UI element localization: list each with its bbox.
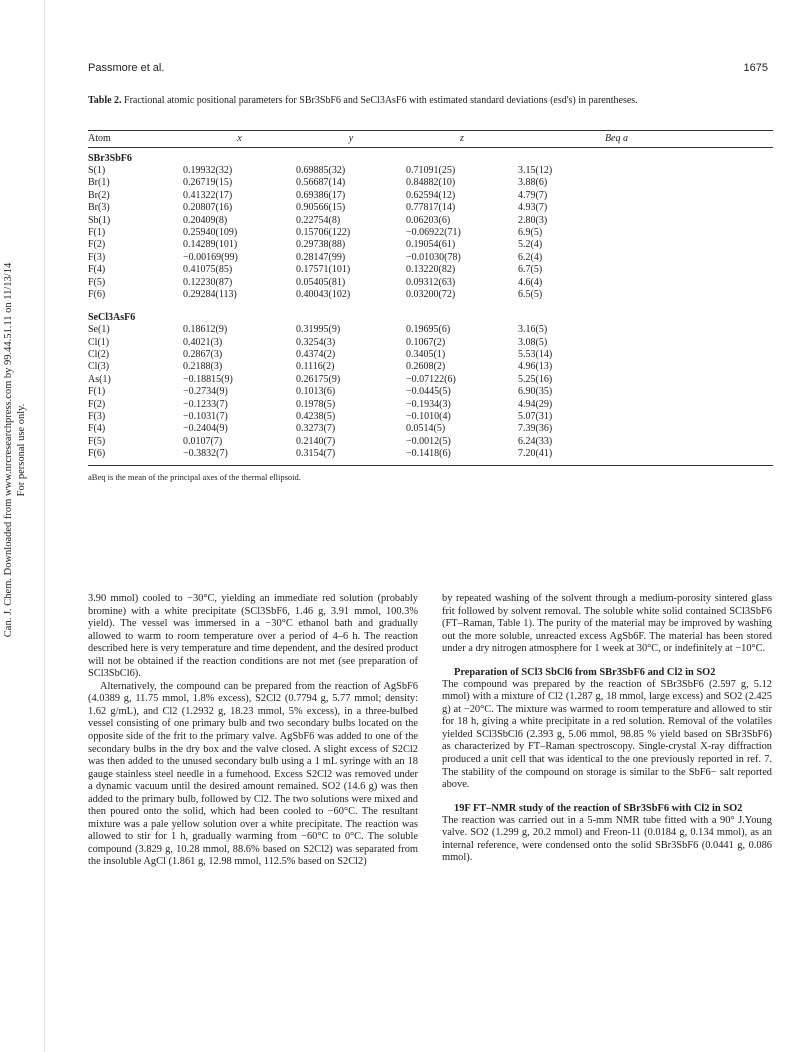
table-cell: 0.2140(7) — [296, 435, 336, 447]
table-cell: 5.25(16) — [518, 373, 553, 385]
table-cell: 0.62594(12) — [406, 189, 456, 201]
table-cell: 3.15(12) — [518, 165, 553, 176]
table-cell: F(6) — [88, 288, 106, 300]
table-cell: −0.2734(9) — [183, 386, 228, 398]
table-row — [88, 423, 773, 435]
page-number: 1675 — [743, 62, 768, 74]
table-cell: As(1) — [88, 373, 111, 385]
table-label: Table 2. — [88, 95, 122, 106]
table-cell: 0.18612(9) — [183, 324, 228, 336]
paragraph: by repeated washing of the solvent through a medium-porosity sintered glass frit followed by solvent removal. The soluble white solid contained SCl3SbF6 (FT–Raman, Table 1). The purity of the material may be improved by washing out the more soluble, unreacted excess AgSb6F. The material has been stored under a dry nitrogen atmosphere for 1 week at 30°C, or indefinitely at −10°C. — [442, 593, 772, 655]
table-cell: 0.3254(3) — [296, 336, 336, 348]
table-row — [88, 289, 773, 301]
table-cell: 0.20807(16) — [183, 202, 233, 214]
table-cell: Br(2) — [88, 189, 110, 201]
table-cell: 0.84882(10) — [406, 177, 456, 189]
table-row — [88, 411, 773, 423]
header-atom: Atom — [88, 133, 111, 144]
table-cell: 0.1978(5) — [296, 398, 336, 410]
paragraph: The compound was prepared by the reaction of SBr3SbF6 (2.597 g, 5.12 mmol) with a mixture of Cl2 (1.287 g, 18 mmol, large excess) and SO2 (2.425 g) at −20°C. The mixture was warmed to room temperature and allowed to stir for 18 h, giving a white precipitate in a red solution. Removal of the volatiles yielded SCl3SbCl6 (2.393 g, 5.06 mmol, 98.85 % yield based on SBr3SbF6) as characterized by FT–Raman spectroscopy. Single-crystal X-ray diffraction produced a unit cell that was identical to the one previously reported in ref. 7. The stability of the compound on storage is similar to the SbF6− salt reported above. — [442, 678, 772, 791]
table-cell: F(3) — [88, 411, 106, 423]
table-row — [88, 386, 773, 398]
table-cell: Cl(2) — [88, 349, 110, 361]
table-cell: 4.96(13) — [518, 361, 553, 373]
table-row — [88, 448, 773, 460]
table-row — [88, 264, 773, 276]
table-cell: 0.13220(82) — [406, 264, 456, 276]
table-cell: 0.0514(5) — [406, 423, 446, 435]
table-cell: 5.2(4) — [518, 239, 543, 251]
table-cell: 0.31995(9) — [296, 324, 341, 336]
table-cell: Br(3) — [88, 202, 110, 214]
table-cell: 0.69885(32) — [296, 165, 346, 176]
table-cell: 0.41075(85) — [183, 264, 233, 276]
table-cell: 0.3273(7) — [296, 423, 336, 435]
table-cell: 4.94(29) — [518, 398, 553, 410]
table-cell: 3.88(6) — [518, 177, 548, 189]
table-cell: 6.9(5) — [518, 226, 543, 238]
table-row — [88, 215, 773, 227]
table-footnote: aBeq is the mean of the principal axes of the thermal ellipsoid. — [88, 471, 301, 482]
table-cell: Cl(1) — [88, 336, 110, 348]
table-header-rule — [88, 147, 773, 148]
table-cell: 0.4021(3) — [183, 336, 223, 348]
table-cell: 0.25940(109) — [183, 226, 238, 238]
table-cell: 6.5(5) — [518, 288, 543, 300]
table-cell: 3.16(5) — [518, 324, 548, 336]
table-cell: F(3) — [88, 251, 106, 263]
table-cell: −0.00169(99) — [183, 251, 238, 263]
header-x: x — [237, 133, 242, 144]
header-beq: Beq a — [604, 133, 628, 144]
table-cell: 0.22754(8) — [296, 214, 341, 226]
table-cell: −0.1233(7) — [183, 398, 228, 410]
table-cell: 0.77817(14) — [406, 202, 456, 214]
table-cell: F(4) — [88, 264, 106, 276]
header-z: z — [460, 133, 464, 144]
table-cell: −0.1418(6) — [406, 448, 451, 460]
table-cell: 0.56687(14) — [296, 177, 346, 189]
table-row — [88, 337, 773, 349]
table-row — [88, 374, 773, 386]
table-cell: 0.4238(5) — [296, 411, 336, 423]
table-cell: 0.2608(2) — [406, 361, 446, 373]
table-cell: 0.2867(3) — [183, 349, 223, 361]
table-header-row — [88, 131, 773, 147]
watermark-line-1: Can. J. Chem. Downloaded from www.nrcresearchpress.com by 99.44.51.11 on 11/13/14 — [3, 262, 14, 638]
table-cell: 0.26719(15) — [183, 177, 233, 189]
table-cell: −0.07122(6) — [406, 373, 456, 385]
table-cell: 0.19054(61) — [406, 239, 456, 251]
table-cell: 0.41322(17) — [183, 189, 233, 201]
table-cell: 6.90(35) — [518, 386, 553, 398]
table-cell: 0.29284(113) — [183, 288, 237, 300]
table-row — [88, 361, 773, 373]
running-head-authors: Passmore et al. — [88, 62, 165, 74]
table-cell: F(4) — [88, 423, 106, 435]
table-cell: 2.80(3) — [518, 214, 548, 226]
table-cell: 0.2188(3) — [183, 361, 223, 373]
table-cell: 4.6(4) — [518, 276, 543, 288]
table-cell: 0.03200(72) — [406, 288, 456, 300]
table-cell: −0.06922(71) — [406, 226, 461, 238]
table-cell: 0.3154(7) — [296, 448, 336, 460]
table-row — [88, 165, 773, 177]
table-cell: 0.90566(15) — [296, 202, 346, 214]
table-cell: 0.40043(102) — [296, 288, 351, 300]
table-cell: 0.29738(88) — [296, 239, 346, 251]
table-cell: 0.0107(7) — [183, 435, 223, 447]
table-cell: 0.71091(25) — [406, 165, 456, 176]
table-row — [88, 277, 773, 289]
table-cell: F(2) — [88, 239, 106, 251]
paragraph: Alternatively, the compound can be prepared from the reaction of AgSbF6 (4.0389 g, 11.75 mmol, 1.8% excess), S2Cl2 (0.7794 g, 5.77 mmol; density: 1.62 g/mL), and Cl2 (1.2932 g, 18.23 mmol, 5% excess), in a three-bulbed vessel consisting of one primary bulb and two secondary bulbs located on the opposite side of the frit to the primary valve. AgSbF6 was added to one of the secondary bulbs in the dry box and the valve closed. A slight excess of S2Cl2 was then added to the unused secondary bulb using a 1 mL syringe with an 18 gauge stainless steel needle in a fumehood. Excess S2Cl2 was removed under a dynamic vacuum until the desired amount remained. SO2 (14.6 g) was then added to the primary bulb, followed by Cl2. The two solutions were mixed and then poured onto the solid, which had been cooled to −60°C. The resultant mixture was a pale yellow solution over a white precipitate. The reaction was allowed to stir for 1 h, gradually warming from −60°C to 0°C. The soluble compound (3.829 g, 10.28 mmol, 88.6% based on S2Cl2) was separated from the insoluble AgCl (1.861 g, 12.98 mmol, 112.5% based on S2Cl2) — [88, 680, 418, 868]
section-heading-preparation: Preparation of SCl3 SbCl6 from SBr3SbF6 and Cl2 in SO2 — [454, 666, 716, 678]
table-cell: −0.0012(5) — [406, 435, 451, 447]
paragraph: The reaction was carried out in a 5-mm NMR tube fitted with a 90° J.Young valve. SO2 (1.299 g, 20.2 mmol) and Freon-11 (0.0184 g, 0.134 mmol), as an internal reference, were condensed onto the solid SBr3SbF6 (0.0441 g, 0.086 mmol). — [442, 814, 772, 864]
table-cell: 0.17571(101) — [296, 264, 351, 276]
table-cell: F(2) — [88, 398, 106, 410]
right-column — [442, 593, 772, 865]
table-row — [88, 349, 773, 361]
table-cell: F(1) — [88, 226, 106, 238]
table-row — [88, 227, 773, 239]
table-group-heading: SeCl3AsF6 — [88, 312, 136, 324]
table-cell: −0.01030(78) — [406, 251, 461, 263]
left-column — [88, 593, 418, 869]
table-cell: −0.0445(5) — [406, 386, 451, 398]
table-row — [88, 177, 773, 189]
table-cell: 0.1116(2) — [296, 361, 335, 373]
download-watermark — [0, 210, 48, 730]
table-row — [88, 436, 773, 448]
table-cell: Se(1) — [88, 324, 110, 336]
table-row — [88, 399, 773, 411]
table-cell: S(1) — [88, 165, 106, 176]
table-caption-text: Fractional atomic positional parameters for SBr3SbF6 and SeCl3AsF6 with estimated standard deviations (esd's) in parentheses. — [124, 95, 638, 106]
table-row — [88, 190, 773, 202]
table-row — [88, 252, 773, 264]
table-cell: F(1) — [88, 386, 106, 398]
table-cell: 0.26175(9) — [296, 373, 341, 385]
table-cell: 0.12230(87) — [183, 276, 233, 288]
table-cell: Br(1) — [88, 177, 110, 189]
table-cell: 7.20(41) — [518, 448, 553, 460]
section-heading-nmr: 19F FT–NMR study of the reaction of SBr3SbF6 with Cl2 in SO2 — [454, 802, 743, 814]
table-cell: 0.05405(81) — [296, 276, 346, 288]
table-cell: 0.06203(6) — [406, 214, 451, 226]
table-cell: 5.53(14) — [518, 349, 553, 361]
table-cell: 0.28147(99) — [296, 251, 346, 263]
table-cell: 0.3405(1) — [406, 349, 446, 361]
table-cell: 0.1013(6) — [296, 386, 336, 398]
table-cell: 4.79(7) — [518, 189, 548, 201]
table-cell: 0.14289(101) — [183, 239, 238, 251]
table-caption — [88, 95, 768, 107]
table-cell: −0.2404(9) — [183, 423, 228, 435]
table-cell: F(5) — [88, 276, 106, 288]
table-cell: −0.1010(4) — [406, 411, 451, 423]
table-cell: 0.1067(2) — [406, 336, 446, 348]
table-cell: F(6) — [88, 448, 106, 460]
table-cell: −0.18815(9) — [183, 373, 233, 385]
table-cell: −0.3832(7) — [183, 448, 228, 460]
table-cell: −0.1031(7) — [183, 411, 228, 423]
table-cell: 6.7(5) — [518, 264, 543, 276]
paragraph: 3.90 mmol) cooled to −30°C, yielding an immediate red solution (probably bromine) with a white precipitate (SCl3SbF6, 1.46 g, 3.91 mmol, 100.3% yield). The vessel was immersed in a −30°C ethanol bath and gradually allowed to warm to room temperature over a period of 4–6 h. The reaction described here is very temperature and time dependent, and the desired product will not be obtained if the reaction conditions are not met (see preparation of SCl3SbCl6). — [88, 593, 418, 680]
table-cell: 0.4374(2) — [296, 349, 336, 361]
table-body — [88, 152, 773, 461]
table-cell: 0.19932(32) — [183, 165, 233, 176]
table-cell: 0.19695(6) — [406, 324, 451, 336]
table-cell: 6.2(4) — [518, 251, 543, 263]
table-cell: 0.15706(122) — [296, 226, 351, 238]
table-cell: 3.08(5) — [518, 336, 548, 348]
table-bottom-rule — [88, 465, 773, 466]
table-cell: Sb(1) — [88, 214, 111, 226]
table-cell: 0.69386(17) — [296, 189, 346, 201]
table-cell: 0.20409(8) — [183, 214, 228, 226]
table-cell: 0.09312(63) — [406, 276, 456, 288]
table-cell: 4.93(7) — [518, 202, 548, 214]
coordinates-table — [88, 130, 773, 482]
table-cell: Cl(3) — [88, 361, 110, 373]
table-group-heading: SBr3SbF6 — [88, 153, 132, 164]
table-row — [88, 324, 773, 336]
table-cell: 5.07(31) — [518, 411, 553, 423]
table-row — [88, 239, 773, 251]
table-cell: 6.24(33) — [518, 435, 553, 447]
table-cell: 7.39(36) — [518, 423, 553, 435]
table-cell: −0.1934(3) — [406, 398, 451, 410]
table-row — [88, 202, 773, 214]
table-cell: F(5) — [88, 435, 106, 447]
header-y: y — [348, 133, 354, 144]
watermark-line-2: For personal use only. — [16, 403, 27, 497]
